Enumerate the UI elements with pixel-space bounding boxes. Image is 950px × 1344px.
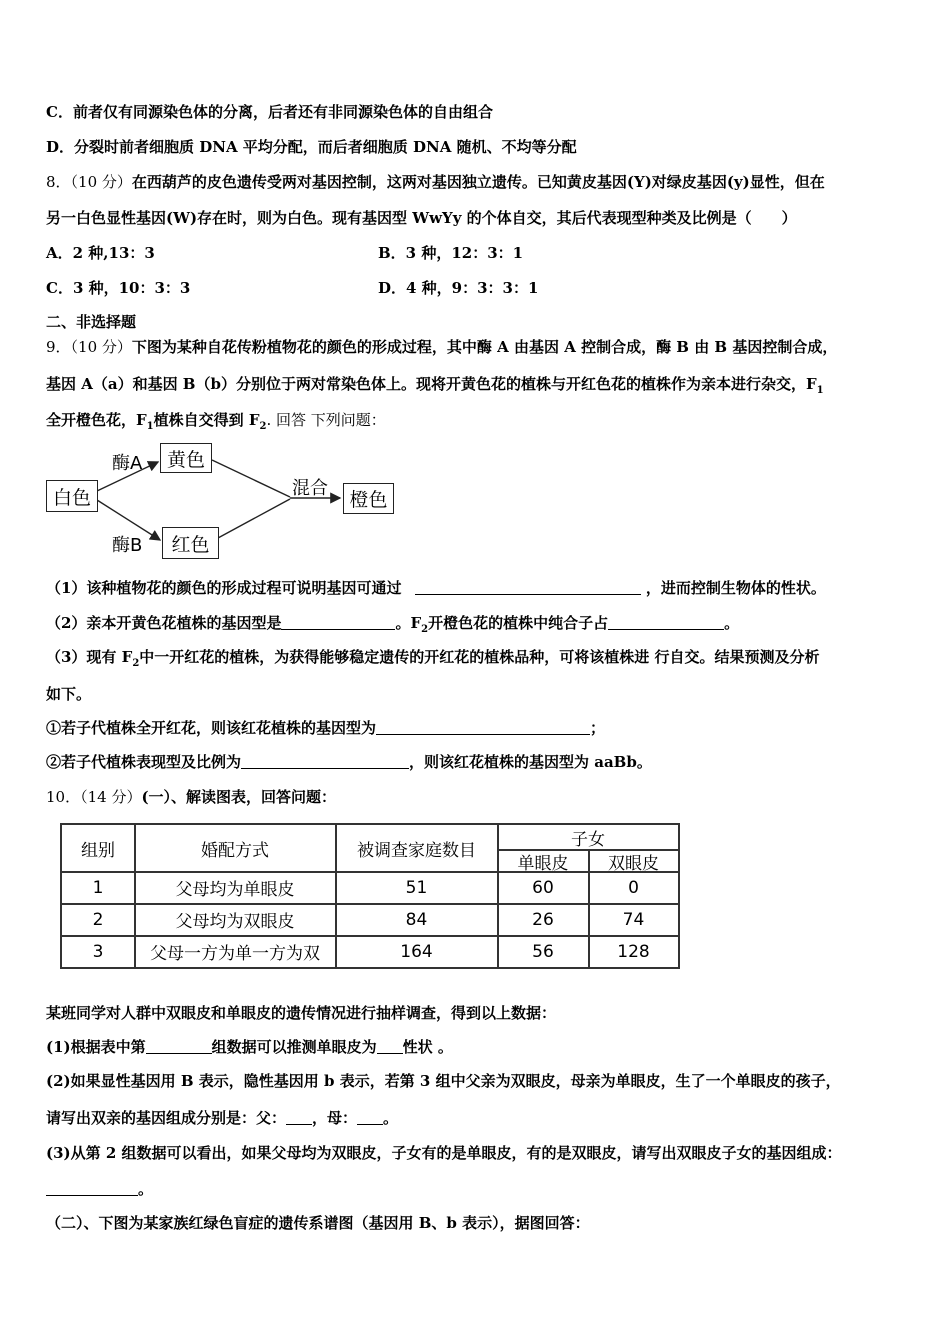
- answer-blank-8[interactable]: [286, 1108, 312, 1125]
- q9-sub2: [46, 613, 739, 640]
- q9-sub2-d: 。: [724, 614, 740, 632]
- row3-marriage: 父母一方为单一方为双: [150, 944, 320, 964]
- q9-result1: [46, 718, 605, 738]
- q9-stem-2-sub: 1: [816, 385, 824, 396]
- row2-families: 84: [405, 909, 428, 930]
- answer-blank-9[interactable]: [357, 1108, 383, 1125]
- q10-s1-a: (1)根据表中第: [46, 1038, 146, 1056]
- header-marriage: 婚配方式: [201, 840, 269, 861]
- answer-blank-3[interactable]: [608, 613, 724, 630]
- line-yellow-to-mix: [212, 460, 290, 497]
- q9-score: （10 分）: [70, 338, 132, 356]
- q9-sub2-a: （2）亲本开黄色花植株的基因型是: [46, 614, 282, 632]
- header-single-eyelid: 单眼皮: [517, 853, 569, 874]
- q9-sub1: [46, 578, 826, 598]
- q9-res1-a: ①若子代植株全开红花，则该红花植株的基因型为: [46, 719, 377, 737]
- q9-stem-3-sub1: 1: [146, 421, 154, 432]
- header-double-eyelid: 双眼皮: [608, 853, 659, 874]
- box-orange: 橙色: [343, 483, 394, 514]
- label-mix: 混合: [292, 478, 328, 499]
- answer-blank-2[interactable]: [281, 613, 395, 630]
- q10-number: 10．: [46, 788, 81, 806]
- q9-sub1-a: （1）该种植物花的颜色的形成过程可说明基因可通过: [46, 579, 402, 597]
- row2-double: 74: [622, 909, 645, 930]
- label-enzyme-b: 酶B: [112, 535, 143, 556]
- row2-group: 2: [92, 909, 104, 930]
- q10-score: （14 分）: [80, 788, 142, 806]
- q9-sub3-c: 如下。: [46, 685, 92, 703]
- answer-blank-4[interactable]: [376, 718, 590, 735]
- q7-option-d: D．分裂时前者细胞质 DNA 平均分配，而后者细胞质 DNA 随机、不均等分配: [46, 138, 577, 156]
- row3-group: 3: [92, 941, 104, 962]
- answer-blank-10[interactable]: [46, 1179, 138, 1196]
- q9-stem-3-sub2: 2: [259, 421, 267, 432]
- q8-stem-1: 在西葫芦的皮色遗传受两对基因控制，这两对基因独立遗传。已知黄皮基因(Y)对绿皮基因(y)显性，但在: [131, 173, 825, 191]
- q9-stem-2: 基因 A（a）和基因 B（b）分别位于两对常染色体上。现将开黄色花的植株与开红色花的植株作为亲本进行杂交，F: [46, 375, 817, 393]
- label-enzyme-a: 酶A: [112, 453, 143, 474]
- q9-sub1-b: ，进而控制生物体的性状。: [645, 579, 826, 597]
- row3-families: 164: [400, 941, 433, 962]
- q10-s3-end: 。: [138, 1180, 154, 1198]
- q10-s1: [46, 1037, 453, 1057]
- row1-group: 1: [92, 877, 104, 898]
- box-red: 红色: [162, 527, 219, 559]
- diagram-arrows: [0, 0, 950, 600]
- q8-number: 8．: [46, 173, 71, 191]
- q10-s2-a: 请写出双亲的基因组成分别是：父：: [46, 1109, 287, 1127]
- box-yellow: 黄色: [160, 443, 212, 473]
- row1-families: 51: [405, 877, 428, 898]
- row1-single: 60: [532, 877, 554, 898]
- q10-s2-c: 。: [383, 1109, 399, 1127]
- q9-sub2-b: 。F: [395, 614, 422, 632]
- eyelid-survey-table: [60, 823, 680, 969]
- row3-single: 56: [532, 941, 554, 962]
- row1-marriage: 父母均为单眼皮: [175, 880, 295, 900]
- q9-stem-1: 下图为某种自花传粉植物花的颜色的形成过程，其中酶 A 由基因 A 控制合成，酶 B 由 B 基因控制合成，: [131, 338, 838, 356]
- q9-stem-3c: . 回答 下列问题：: [266, 411, 386, 429]
- q10-s1-c: 性状 。: [402, 1038, 453, 1056]
- q9-stem-3a: 全开橙色花，F: [46, 411, 147, 429]
- row3-double: 128: [617, 941, 650, 962]
- q9-result2: [46, 752, 652, 772]
- q10-part1: (一）、解读图表，回答问题：: [141, 788, 337, 806]
- q9-res2-b: ，则该红花植株的基因型为 aaBb。: [409, 753, 652, 771]
- header-children: 子女: [571, 829, 605, 850]
- q10-s3-line1: (3)从第 2 组数据可以看出，如果父母均为双眼皮，子女有的是单眼皮，有的是双眼皮，请写出双眼皮子女的基因组成：: [46, 1144, 842, 1162]
- header-group: 组别: [81, 840, 115, 861]
- q9-sub2-c: 开橙色花的植株中纯合子占: [428, 614, 609, 632]
- row1-double: 0: [628, 877, 639, 898]
- q10-s3-line2: [46, 1179, 153, 1199]
- q10-title: [46, 787, 336, 807]
- q7-option-c: C．前者仅有同源染色体的分离，后者还有非同源染色体的自由组合: [46, 103, 493, 121]
- q8-option-a: A．2 种,13：3: [46, 244, 155, 262]
- q10-part2: （二）、下图为某家族红绿色盲症的遗传系谱图（基因用 B、b 表示），据图回答：: [46, 1214, 590, 1232]
- answer-blank-6[interactable]: [146, 1037, 212, 1054]
- q9-res2-a: ②若子代植株表现型及比例为: [46, 753, 242, 771]
- box-white: 白色: [46, 480, 98, 512]
- q9-sub3: [46, 647, 820, 674]
- row2-single: 26: [532, 909, 554, 930]
- q9-sub3-b: 中一开红花的植株，为获得能够稳定遗传的开红花的植株品种，可将该植株进 行自交。结果预测及分析: [139, 648, 820, 666]
- q8-option-c: C．3 种，10：3：3: [46, 279, 191, 297]
- q10-s2-line2: [46, 1108, 398, 1128]
- q10-s1-b: 组数据可以推测单眼皮为: [211, 1038, 377, 1056]
- answer-blank-1[interactable]: [415, 578, 641, 595]
- section2-title: 二、非选择题: [46, 313, 137, 331]
- q9-sub3-sub: 2: [132, 658, 140, 669]
- q8-option-b: B．3 种，12：3：1: [378, 244, 524, 262]
- q10-intro: 某班同学对人群中双眼皮和单眼皮的遗传情况进行抽样调查，得到以上数据：: [46, 1004, 557, 1022]
- q8-option-d: D．4 种，9：3：3：1: [378, 279, 539, 297]
- q10-s2-b: ，母：: [312, 1109, 358, 1127]
- q9-sub3-a: （3）现有 F: [46, 648, 133, 666]
- header-families: 被调查家庭数目: [357, 840, 476, 861]
- answer-blank-5[interactable]: [241, 752, 409, 769]
- q9-stem-3b: 植株自交得到 F: [153, 411, 260, 429]
- q8-score: （10 分）: [70, 173, 132, 191]
- answer-blank-7[interactable]: [377, 1037, 403, 1054]
- row2-marriage: 父母均为双眼皮: [175, 912, 295, 932]
- q9-res1-b: ；: [590, 719, 606, 737]
- q9-sub2-sub: 2: [421, 624, 429, 635]
- q8-stem-line2: 另一白色显性基因(W)存在时，则为白色。现有基因型 WwYy 的个体自交，其后代表现型种类及比例是（ ）: [46, 209, 797, 227]
- line-red-to-mix: [218, 499, 290, 538]
- q10-s2-line1: (2)如果显性基因用 B 表示，隐性基因用 b 表示，若第 3 组中父亲为双眼皮，母亲为单眼皮，生了一个单眼皮的孩子，: [46, 1072, 841, 1090]
- q9-number: 9．: [46, 338, 71, 356]
